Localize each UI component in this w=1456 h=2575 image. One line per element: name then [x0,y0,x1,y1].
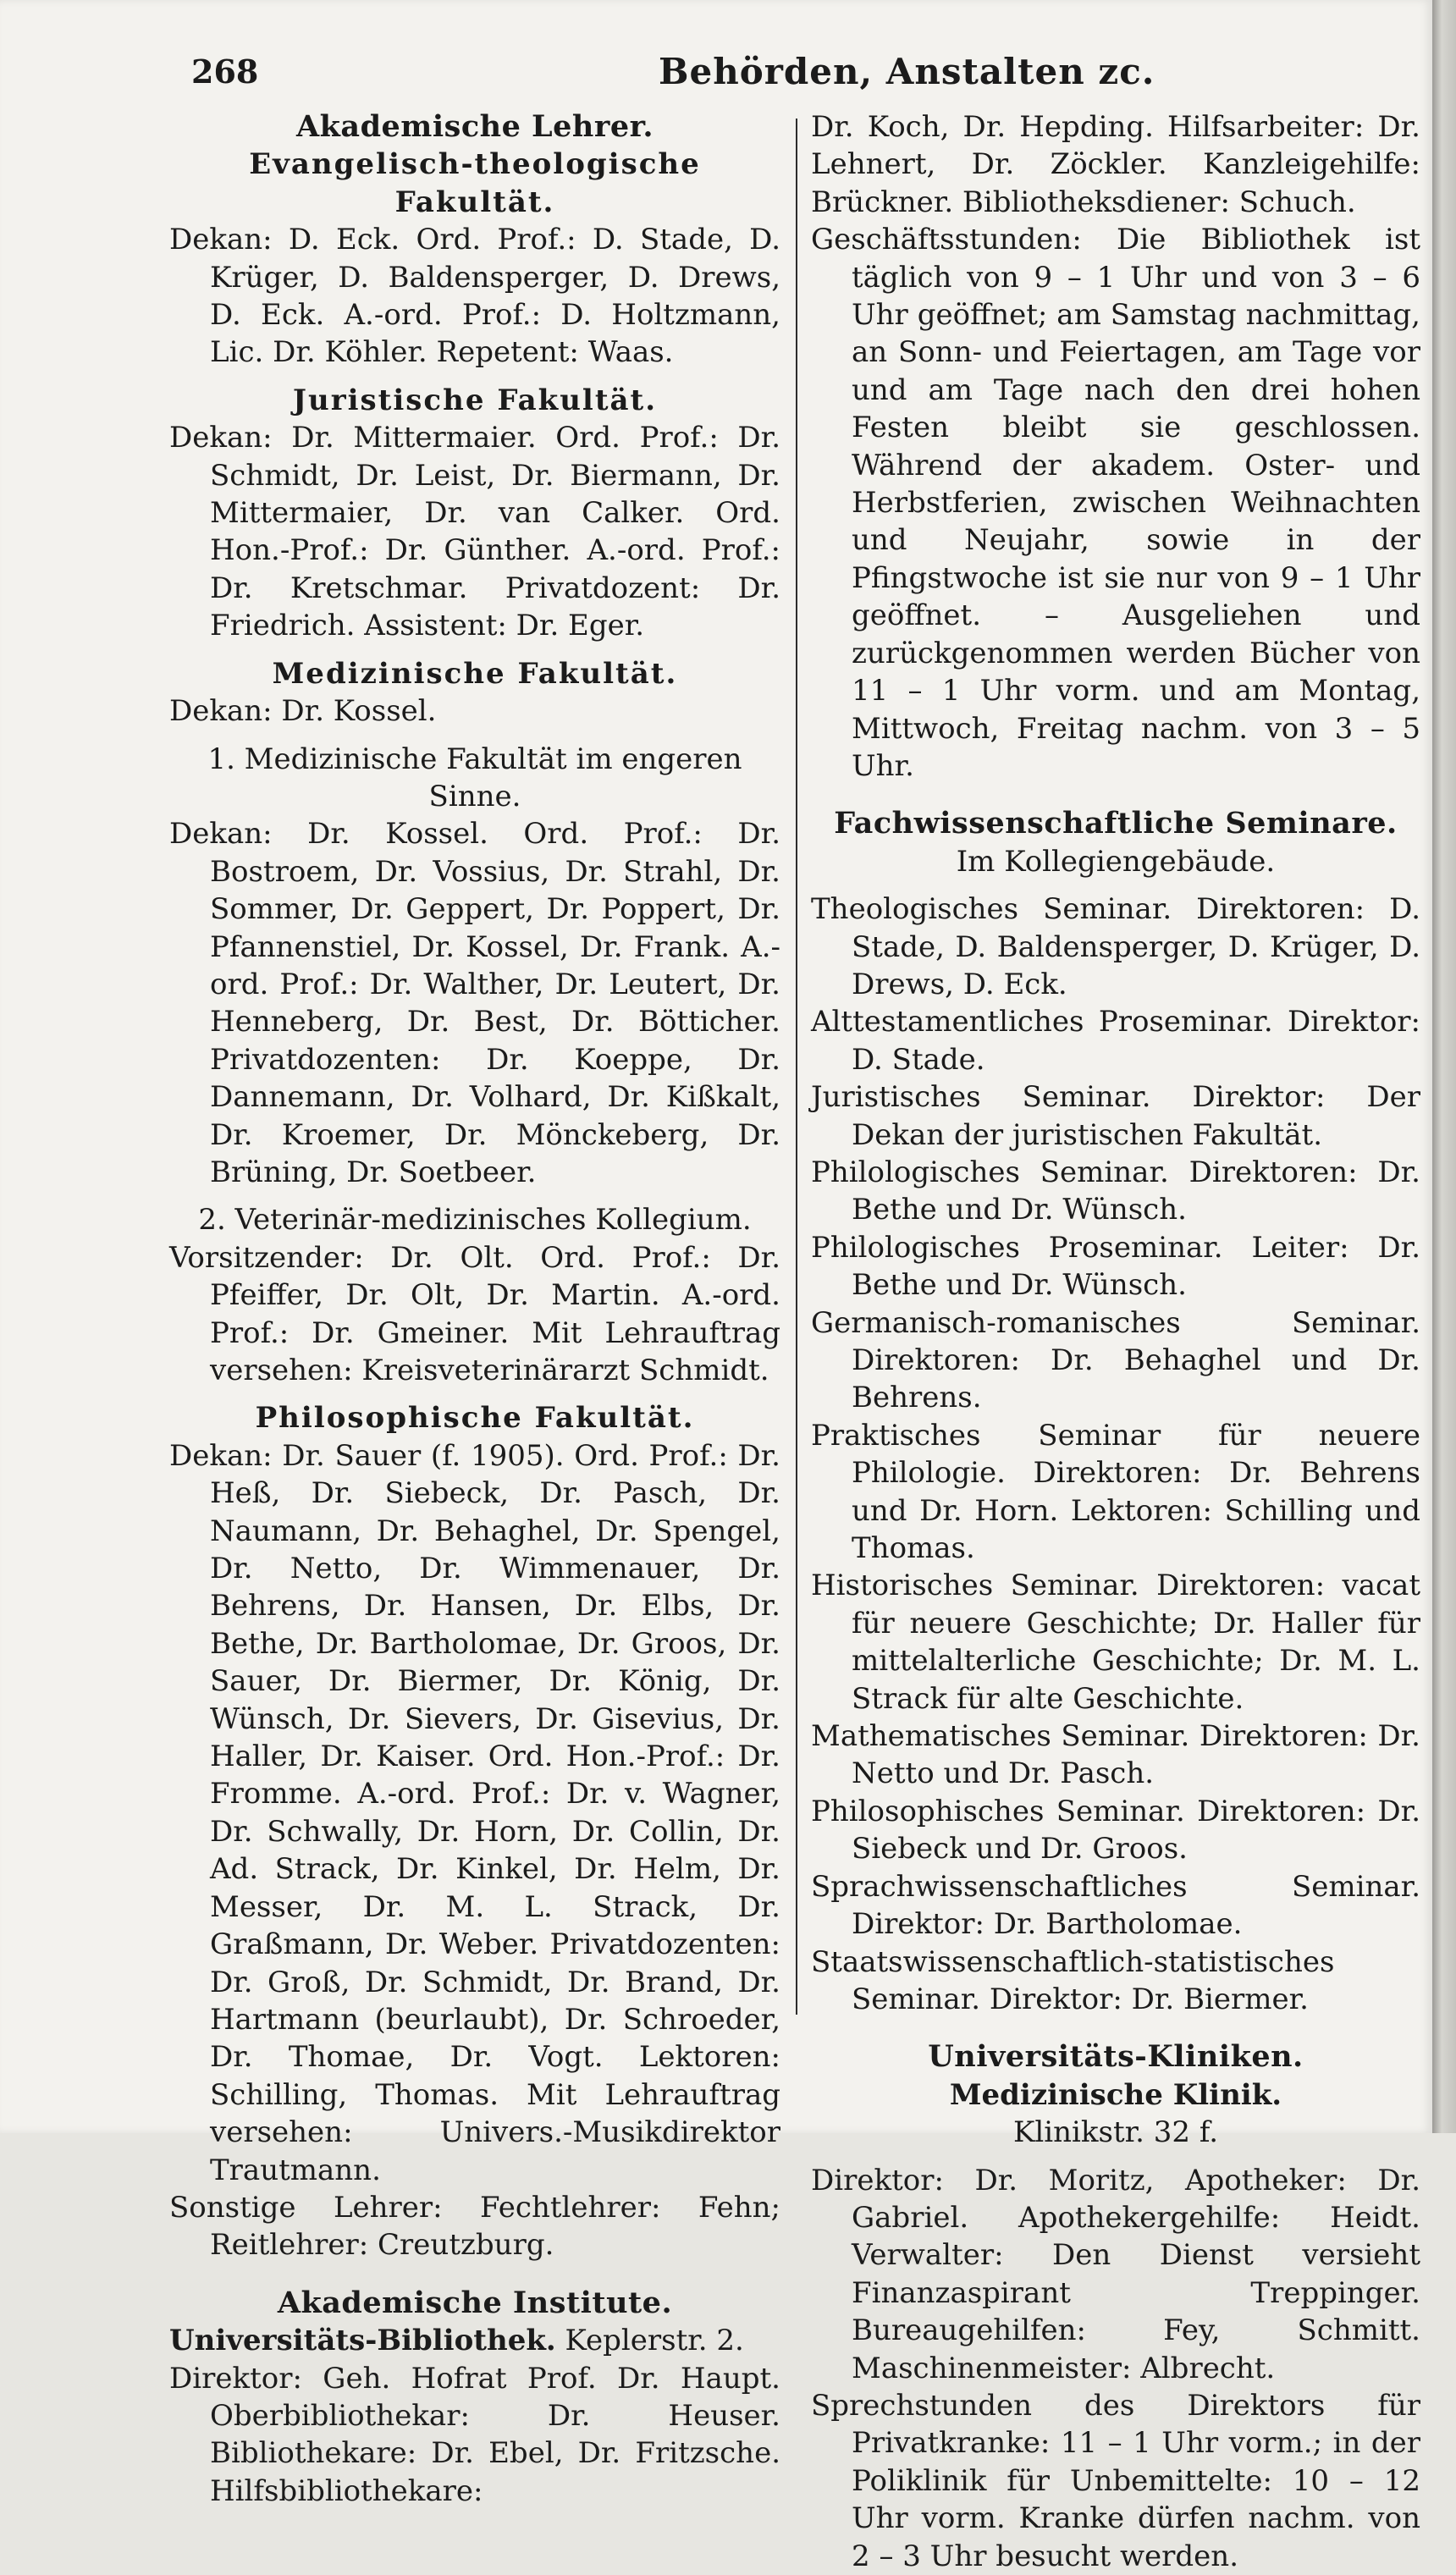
seminar-entry: Theologisches Seminar. Direktoren: D. Stade, D. Baldensperger, D. Krüger, D. Drews, D. Eck. [811,892,1420,1001]
faculty-entry-juristisch: Dekan: Dr. Mittermaier. Ord. Prof.: Dr. Schmidt, Dr. Leist, Dr. Biermann, Dr. Mittermaier, Dr. van Calker. Ord. Hon.-Prof.: Dr. Günther. A.-ord. Prof.: Dr. Kretschmar. Privatdozent: Dr. Friedrich. Assistent: Dr. Eger. [169,421,780,643]
seminar-entry: Staatswissenschaftlich-statistisches Seminar. Direktor: Dr. Biermer. [811,1944,1335,2016]
seminar-entry: Philologisches Seminar. Direktoren: Dr. Bethe und Dr. Wünsch. [811,1155,1420,1227]
subsection-title-veterinaer-kollegium: 2. Veterinär-medizinisches Kollegium. [198,1203,752,1238]
page-header [191,47,1410,98]
institute-entry-bibliothek-continued: Dr. Koch, Dr. Hepding. Hilfsarbeiter: Dr. Lehnert, Dr. Zöckler. Kanzleigehilfe: Brückner. Bibliotheksdiener: Schuch. [811,110,1420,219]
subsection-title-medizin-engeren-sinne: 1. Medizinische Fakultät im engeren Sinne. [207,742,742,813]
seminare-location: Im Kollegiengebäude. [956,844,1276,879]
section-heading-universitaets-kliniken: Universitäts-Kliniken. [928,2039,1304,2075]
clinic-entry-medizinische-klinik: Direktor: Dr. Moritz, Apotheker: Dr. Gabriel. Apothekergehilfe: Heidt. Verwalter: Den Dienst versieht Finanzaspirant Treppinger. Bureaugehilfen: Fey, Schmitt. Maschinenmeister: Albrecht. [811,2163,1420,2385]
institute-entry-universitaets-bibliothek: Direktor: Geh. Hofrat Prof. Dr. Haupt. Oberbibliothekar: Dr. Heuser. Bibliothekare: Dr. Ebel, Dr. Fritzsche. Hilfsbibliothekare: [169,2361,780,2508]
subsection-entry-medizin-engeren-sinne: Dekan: Dr. Kossel. Ord. Prof.: Dr. Bostroem, Dr. Vossius, Dr. Strahl, Dr. Sommer, Dr. Geppert, Dr. Poppert, Dr. Pfannenstiel, Dr. Kossel, Dr. Frank. A.-ord. Prof.: Dr. Walther, Dr. Leutert, Dr. Henneberg, Dr. Best, Dr. Bötticher. Privatdozenten: Dr. Koeppe, Dr. Dannemann, Dr. Volhard, Dr. Kißkalt, Dr. Kroemer, Dr. Mönckeberg, Dr. Brüning, Dr. Soetbeer. [169,817,780,1189]
seminar-entry: Germanisch-romanisches Seminar. Direktoren: Dr. Behaghel und Dr. Behrens. [811,1305,1420,1415]
left-column [169,108,780,2508]
faculty-title-evangelisch-theologisch: Evangelisch-theologische Fakultät. [249,147,701,219]
section-heading-fachwissenschaftliche-seminare: Fachwissenschaftliche Seminare. [834,806,1398,841]
page-number: 268 [191,52,259,91]
subsection-entry-veterinaer-kollegium: Vorsitzender: Dr. Olt. Ord. Prof.: Dr. Pfeiffer, Dr. Olt, Dr. Martin. A.-ord. Prof.: Dr. Gmeiner. Mit Lehrauftrag versehen: Kreisveterinärarzt Schmidt. [169,1240,780,1387]
clinic-title-medizinische-klinik: Medizinische Klinik. [949,2077,1282,2112]
faculty-dekan-medizinisch: Dekan: Dr. Kossel. [169,694,437,729]
seminar-entry: Philosophisches Seminar. Direktoren: Dr. Siebeck und Dr. Groos. [811,1794,1420,1866]
seminar-entry: Praktisches Seminar für neuere Philologie. Direktoren: Dr. Behrens und Dr. Horn. Lektoren: Schilling und Thomas. [811,1418,1420,1566]
right-column [811,108,1420,2573]
column-rule [796,119,797,2015]
seminar-entry: Historisches Seminar. Direktoren: vacat für neuere Geschichte; Dr. Haller für mittelalterliche Geschichte; Dr. M. L. Strack für alte Geschichte. [811,1569,1420,1716]
seminar-entry: Mathematisches Seminar. Direktoren: Dr. Netto und Dr. Pasch. [811,1719,1420,1791]
faculty-entry-evangelisch-theologisch: Dekan: D. Eck. Ord. Prof.: D. Stade, D. Krüger, D. Baldensperger, D. Drews, D. Eck. A.-ord. Prof.: D. Holtzmann, Lic. Dr. Köhler. Repetent: Waas. [169,223,780,370]
faculty-entry-philosophisch: Dekan: Dr. Sauer (f. 1905). Ord. Prof.: Dr. Heß, Dr. Siebeck, Dr. Pasch, Dr. Naumann, Dr. Behaghel, Dr. Spengel, Dr. Netto, Dr. Wimmenauer, Dr. Behrens, Dr. Hansen, Dr. Elbs, Dr. Bethe, Dr. Bartholomae, Dr. Groos, Dr. Sauer, Dr. Biermer, Dr. König, Dr. Wünsch, Dr. Sievers, Dr. Gisevius, Dr. Haller, Dr. Kaiser. Ord. Hon.-Prof.: Dr. Fromme. A.-ord. Prof.: Dr. v. Wagner, Dr. Schwally, Dr. Horn, Dr. Collin, Dr. Ad. Strack, Dr. Kinkel, Dr. Helm, Dr. Messer, Dr. M. L. Strack, Dr. Graßmann, Dr. Weber. Privatdozenten: Dr. Groß, Dr. Schmidt, Dr. Brand, Dr. Hartmann (beurlaubt), Dr. Schroeder, Dr. Thomae, Dr. Vogt. Lektoren: Schilling, Thomas. Mit Lehrauftrag versehen: Univers.-Musikdirektor Trautmann. [169,1438,780,2187]
faculty-title-juristisch: Juristische Fakultät. [292,383,658,417]
book-binding-edge [1432,0,1456,2133]
institute-heading-universitaets-bibliothek [169,2322,780,2359]
institute-address-universitaets-bibliothek: Keplerstr. 2. [565,2324,744,2358]
seminar-entry: Philologisches Proseminar. Leiter: Dr. Bethe und Dr. Wünsch. [811,1230,1420,1303]
entry-geschaeftsstunden: Geschäftsstunden: Die Bibliothek ist täglich von 9 – 1 Uhr und von 3 – 6 Uhr geöffnet; am Samstag nachmittag, an Sonn- und Feiertagen, am Tage vor und am Tage nach den drei hohen Festen bleibt sie geschlossen. Während der akadem. Oster- und Herbstferien, zwischen Weihnachten und Neujahr, sowie in der Pfingstwoche ist sie nur von 9 – 1 Uhr geöffnet. – Ausgeliehen und zurückgenommen werden Bücher von 11 – 1 Uhr vorm. und am Montag, Mittwoch, Freitag nachm. von 3 – 5 Uhr. [811,223,1420,783]
entry-sonstige-lehrer: Sonstige Lehrer: Fechtlehrer: Fehn; Reitlehrer: Creutzburg. [169,2190,780,2263]
faculty-title-medizinisch: Medizinische Fakultät. [272,656,678,691]
seminar-entry: Sprachwissenschaftliches Seminar. Direktor: Dr. Bartholomae. [811,1869,1420,1942]
seminar-entry: Alttestamentliches Proseminar. Direktor: D. Stade. [811,1005,1420,1077]
clinic-address-medizinische-klinik: Klinikstr. 32 f. [1012,2115,1219,2150]
section-heading-akademische-lehrer: Akademische Lehrer. [295,109,654,144]
section-heading-akademische-institute: Akademische Institute. [277,2285,673,2320]
faculty-title-philosophisch: Philosophische Fakultät. [255,1401,695,1436]
clinic-entry-sprechstunden: Sprechstunden des Direktors für Privatkranke: 11 – 1 Uhr vorm.; in der Poliklinik für Unbemittelte: 10 – 12 Uhr vorm. Kranke dürfen nachm. von 2 – 3 Uhr besucht werden. [811,2388,1420,2573]
seminar-entry: Juristisches Seminar. Direktor: Der Dekan der juristischen Fakultät. [811,1080,1420,1152]
institute-title-universitaets-bibliothek: Universitäts-Bibliothek. [169,2324,556,2358]
running-head: Behörden, Anstalten zc. [659,51,1155,92]
